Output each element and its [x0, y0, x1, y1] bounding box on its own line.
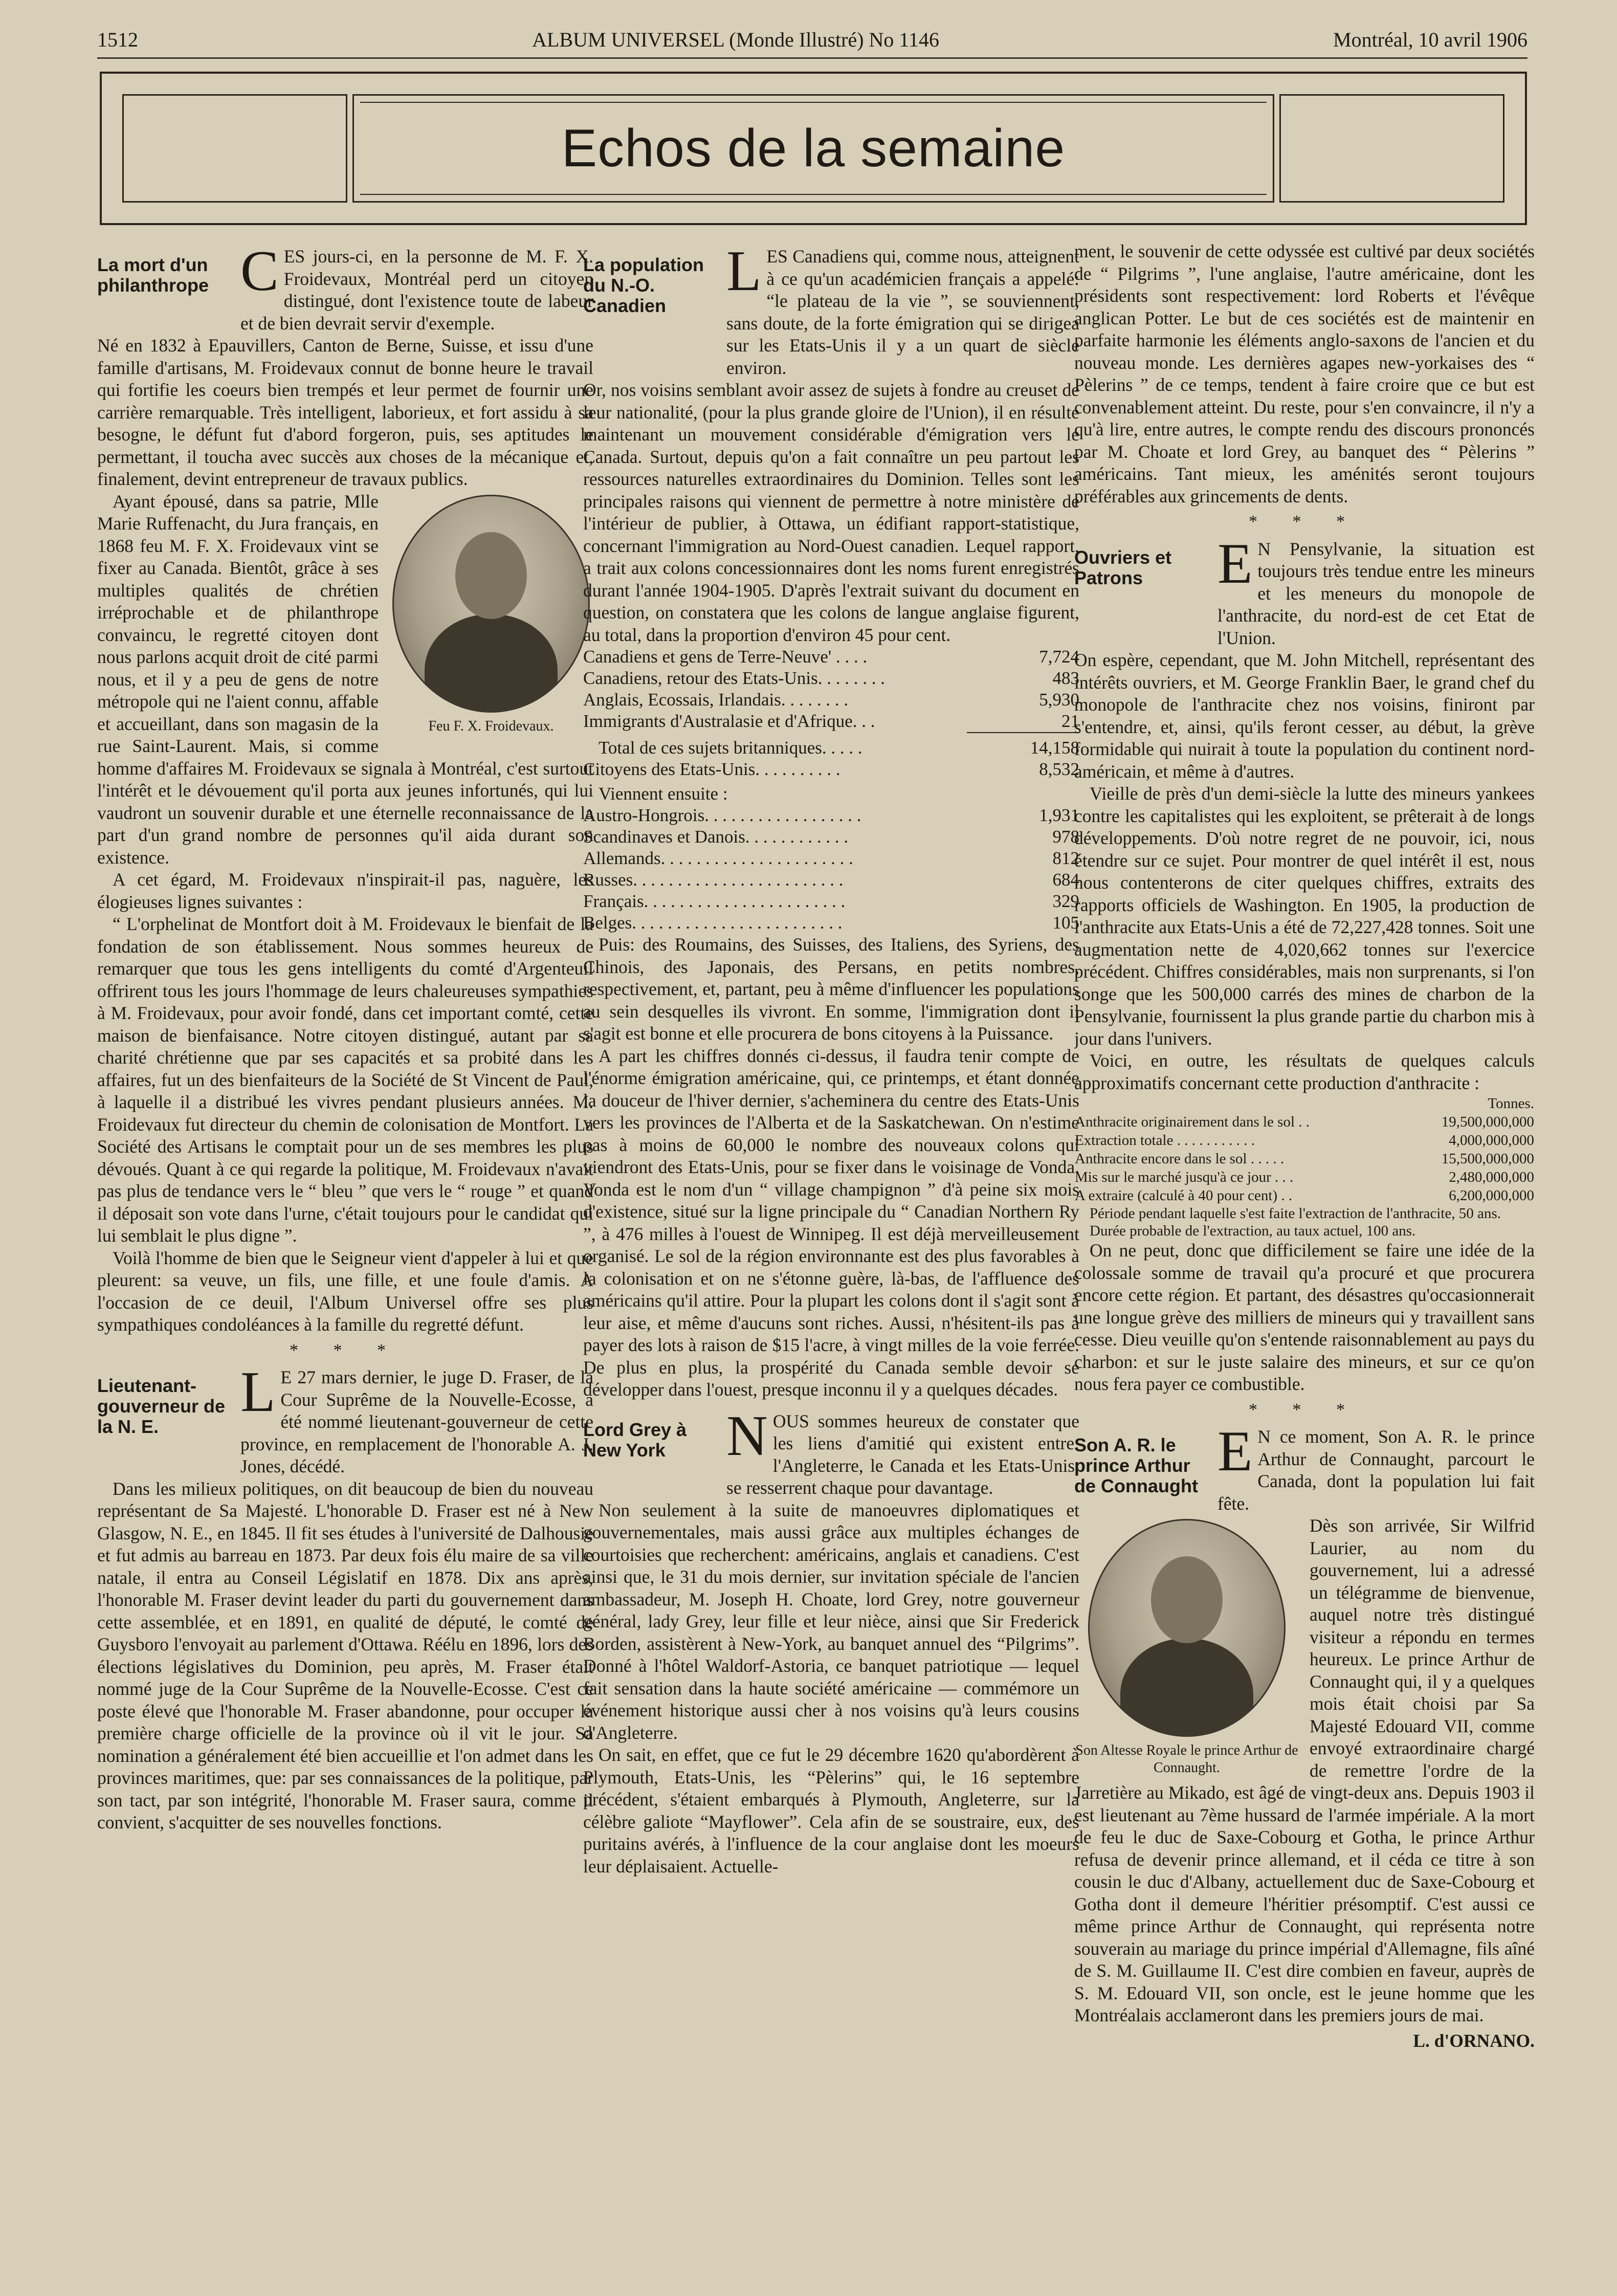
- article-froidevaux: [97, 240, 593, 335]
- article-connaught: [1074, 1420, 1535, 1515]
- paragraph: Or, nos voisins semblant avoir assez de sujets à fondre au creuset de leur nationalité, (pour la plus grande gloire de l'Union), il en résulte maintenant un mouvement considérable d'émigration vers le Canada. Surtout, depuis qu'on a fait connaître un peu partout les ressources naturelles extraordinaires du Dominion. Telles sont les principales raisons qui viennent de permettre à notre ministère de l'intérieur de publier, à Ottawa, un édifiant rapport-statistique, concernant l'immigration au Nord-Ouest canadien. Lequel rapport, a trait aux colons concessionnaires dont les noms furent enregistrés durant l'année 1904-1905. D'après l'extrait suivant du document en question, on constatera que les colons de langue anglaise figurent, au total, dans la proportion d'environ 45 pour cent.: [583, 380, 1079, 645]
- table-row: Mis sur le marché jusqu'à ce jour . . . 2,480,000,000: [1075, 1169, 1534, 1185]
- table-row: Canadiens, retour des Etats-Unis. . . . . . . . 483: [583, 668, 1079, 688]
- table-row: Allemands. . . . . . . . . . . . . . . . . . . . . . 812: [583, 848, 1079, 868]
- table-header: Tonnes.: [1488, 1095, 1534, 1112]
- paragraph: Dès son arrivée, Sir Wilfrid Laurier, au nom du gouvernement, lui a adressé un télégramme de bienvenue, auquel notre très distingué visiteur a répondu en termes heureux. Le prince Arthur de Connaught qui, il y a quelques mois était choisi par Sa Majesté Edouard VII, comme envoyé extraordinaire chargé de remettre l'ordre de la Jarretière au Mikado, est âgé de vingt-deux ans. Depuis 1903 il est lieutenant au 7ème hussard de l'armée impériale. A la mort de feu le duc de Saxe-Cobourg et Gotha, le prince Arthur refusa de devenir prince allemand, et il céda ce titre à son cousin le duc d'Albany, actuellement duc de Saxe-Cobourg et Gotha dont il demeure l'héritier présomptif. C'est aussi ce même prince Arthur de Connaught, qui représenta notre souverain au mariage du prince impérial d'Allemagne, fils aîné de S. M. Guillaume II. C'est dire combien en faveur, auprès de S. M. Edouard VII, son oncle, est le jeune homme que les Montréalais acclameront dans les premiers jours de mai.: [1074, 1515, 1535, 2025]
- paragraph: Non seulement à la suite de manoeuvres diplomatiques et gouvernementales, mais aussi grâce aux multiples échanges de courtoisies que recherchent: américains, anglais et canadiens. C'est ainsi que, le 31 du mois dernier, sur invitation spéciale de l'ancien ambassadeur, M. Joseph H. Choate, lord Grey, notre gouverneur général, lady Grey, leur fille et leur nièce, ainsi que Sir Frederick Borden, assistèrent à New-York, au banquet annuel des “Pilgrims”. Donné à l'hôtel Waldorf-Astoria, ce banquet patriotique — lequel fait sensation dans la haute société américaine — commémore un événement historique aussi cher à nos voisins qu'à leurs cousins d'Angleterre.: [583, 1499, 1079, 1743]
- section-separator: * * *: [1249, 1400, 1360, 1419]
- article-lord-grey: [583, 1404, 1079, 1499]
- table-row: Anglais, Ecossais, Irlandais. . . . . . . . 5,930: [583, 690, 1079, 710]
- portrait-image: [392, 495, 590, 713]
- paragraph: A cet égard, M. Froidevaux n'inspirait-il pas, naguère, les élogieuses lignes suivantes :: [97, 869, 593, 912]
- drop-cap: C: [240, 240, 279, 303]
- table-row: Canadiens et gens de Terre-Neuve' . . . . 7,724: [583, 647, 1079, 667]
- table-note: Période pendant laquelle s'est faite l'extraction de l'anthracite, 50 ans.: [1090, 1205, 1501, 1222]
- drop-cap: N: [726, 1404, 768, 1468]
- article-title: La population du N.-O. Canadien: [583, 254, 704, 316]
- article-title: La mort d'un philanthrope: [97, 254, 209, 296]
- quotation: “ L'orphelinat de Montfort doit à M. Froidevaux le bienfait de la fondation de son établissement. Nous sommes heureux de remarquer que tous les gens intelligents du comté d'Argenteuil offrirent tous les jours l'hommage de leurs chaleureuses sympathies à M. Froidevaux, pour avoir fondé, dans cet important comté, cette maison de bienfaisance. Notre citoyen distingué, autant par sa charité chrétienne que par ses capacités et sa probité dans les affaires, fut un des bienfaiteurs de la Société de St Vincent de Paul, à laquelle il a distribué les vivres pendant plusieurs années. M. Froidevaux fut directeur du chemin de colonisation de Montfort. La Société des Artisans le comptait pour un de ses membres les plus dévoués. Quant à ce qui regarde la politique, M. Froidevaux n'avait pas plus de tendance vers le “ bleu ” que vers le “ rouge ” et quand il déposait son vote dans l'urne, c'était toujours pour le candidat qui lui semblait le plus digne ”.: [97, 914, 593, 1246]
- table-row: Immigrants d'Australasie et d'Afrique. . . 21: [583, 711, 1079, 731]
- table-row: A extraire (calculé à 40 pour cent) . . 6,200,000,000: [1075, 1187, 1534, 1204]
- table-row: Anthracite originairement dans le sol . . 19,500,000,000: [1075, 1114, 1534, 1130]
- table-row: Scandinaves et Danois. . . . . . . . . . . . 978: [583, 827, 1079, 847]
- article-ouvriers: [1074, 532, 1535, 650]
- column-1: [97, 240, 593, 2261]
- title-banner: [100, 72, 1527, 225]
- table-row: Extraction totale . . . . . . . . . . . 4,000,000,000: [1075, 1132, 1534, 1149]
- portrait-froidevaux: [389, 495, 593, 735]
- portrait-caption: Feu F. X. Froidevaux.: [428, 718, 554, 734]
- running-header: [97, 21, 1527, 59]
- article-lead: E 27 mars dernier, le juge D. Fraser, de la Cour Suprême de la Nouvelle-Ecosse, a été nommé lieutenant-gouverneur de cette province, en remplacement de l'honorable A. J. Jones, décédé.: [240, 1367, 593, 1476]
- banner-left-frame: [122, 94, 347, 203]
- table-row: Austro-Hongrois. . . . . . . . . . . . . . . . . . 1,931: [583, 805, 1079, 825]
- paragraph: On ne peut, donc que difficilement se faire une idée de la colossale somme de travail qu'a procuré et que procurera encore cette région. Et partant, des désastres qu'occasionnerait une longue grève des milliers de mineurs qui y travaillent sans cesse. Dieu veuille qu'on s'entende raisonnablement au pays du charbon: et sur le juste salaire des mineurs, et sur ce qu'on nous fera payer ce combustible.: [1074, 1240, 1535, 1394]
- article-lead: N Pensylvanie, la situation est toujours très tendue entre les mineurs et les meneurs du monopole de l'anthracite, du nord-est de cet Etat de l'Union.: [1217, 538, 1535, 648]
- author-signature: L. d'ORNANO.: [1413, 2030, 1535, 2051]
- dateline: Montréal, 10 avril 1906: [1333, 28, 1527, 51]
- immigration-table-british: [583, 646, 1079, 934]
- table-note: Durée probable de l'extraction, au taux actuel, 100 ans.: [1090, 1223, 1416, 1239]
- table-total-row: Total de ces sujets britanniques. . . . . 14,158: [599, 738, 1079, 758]
- drop-cap: L: [240, 1360, 276, 1424]
- paragraph: Puis: des Roumains, des Suisses, des Italiens, des Syriens, des Chinois, des Japonais, des Persans, en petits nombres, respectivement, et, partant, peu à même d'influencer les populations au sein desquelles ils vivront. En somme, l'immigration dont il s'agit est bonne et elle procurera de bons citoyens à la Puissance.: [583, 934, 1079, 1044]
- article-title: Son A. R. le prince Arthur de Connaught: [1074, 1434, 1198, 1496]
- paragraph: On espère, cependant, que M. John Mitchell, représentant des intérêts ouvriers, et M. George Franklin Baer, le grand chef du monopole de l'anthracite chez nos voisins, finiront par s'entendre, et, ainsi, qu'ils feront cesser, au début, la grève formidable qui nuirait à toute la population du continent nord-américain, et même à d'autres.: [1074, 650, 1535, 782]
- paragraph: Voilà l'homme de bien que le Seigneur vient d'appeler à lui et que pleurent: sa veuve, un fils, une fille, et une foule d'amis. A l'occasion de ce deuil, l'Album Universel offre ses plus sympathiques condoléances à la famille du regretté défunt.: [97, 1247, 593, 1335]
- drop-cap: E: [1217, 532, 1253, 595]
- portrait-image: [1088, 1519, 1286, 1737]
- article-lead: ES jours-ci, en la personne de M. F. X. Froidevaux, Montréal perd un citoyen distingué, dont l'existence toute de labeur et de bien devrait servir d'exemple.: [240, 246, 593, 334]
- table-subhead: Viennent ensuite :: [599, 784, 728, 804]
- article-title: Lord Grey à New York: [583, 1419, 687, 1461]
- banner-right-frame: [1279, 94, 1504, 203]
- section-separator: * * *: [290, 1340, 401, 1360]
- paragraph: On sait, en effet, que ce fut le 29 décembre 1620 qu'abordèrent à Plymouth, Etats-Unis, les “Pèlerins” qui, le 16 septembre précédent, s'étaient embarqués à Plymouth, Angleterre, sur la célèbre galiote “Mayflower”. Cela afin de se soustraire, eux, des puritains avérés, à l'influence de la cour anglaise dont les moeurs leur déplaisaient. Actuelle-: [583, 1745, 1079, 1876]
- article-fraser: [97, 1360, 593, 1478]
- article-population: [583, 240, 1079, 379]
- column-3: [1074, 240, 1535, 2261]
- article-lead: OUS sommes heureux de constater que les liens d'amitié qui existent entre: l'Angleterre, le Canada et les Etats-Unis, se resserrent chaque pour davantage.: [726, 1410, 1079, 1498]
- paragraph: Ayant épousé, dans sa patrie, Mlle Marie Ruffenacht, du Jura français, en 1868 feu M. F. X. Froidevaux vint se fixer au Canada. Bientôt, grâce à ses multiples qualités de chrétien irréprochable et de philanthrope convaincu, le regretté citoyen dont nous parlons acquit droit de cité parmi nous, et il y a peu de gens de notre métropole qui ne l'aient connu, affable et accueillant, dans son magasin de la rue Saint-Laurent. Mais, si comme homme d'affaires M. Froidevaux se signala à Montréal, c'est surtout l'intérêt et le dévouement qu'il porta aux jeunes infortunés, qui lui vaudront un souvenir durable et une éternelle reconnaissance de la part d'un grand nombre de personnes qu'il aida durant son existence.: [97, 491, 593, 868]
- banner-title-box: [352, 94, 1274, 203]
- section-separator: * * *: [1249, 512, 1360, 531]
- table-row: Français. . . . . . . . . . . . . . . . . . . . . . . 329: [583, 891, 1079, 911]
- table-row: Anthracite encore dans le sol . . . . . 15,500,000,000: [1075, 1151, 1534, 1167]
- article-lead: ES Canadiens qui, comme nous, atteignent à ce qu'un académicien français a appelé: “le plateau de la vie ”, se souviennent, sans doute, de la forte émigration qui se dirigea sur les Etats-Unis il y a un quart de siècle environ.: [726, 246, 1079, 378]
- table-row: Russes. . . . . . . . . . . . . . . . . . . . . . . . 684: [583, 870, 1079, 890]
- portrait-connaught: [1074, 1519, 1299, 1777]
- portrait-caption: Son Altesse Royale le prince Arthur de Connaught.: [1075, 1742, 1298, 1776]
- page-number: 1512: [97, 28, 138, 51]
- paragraph: A part les chiffres donnés ci-dessus, il faudra tenir compte de l'énorme émigration américaine, qui, ce printemps, et étant donnée la douceur de l'hiver dernier, s'acheminera du centre des Etats-Unis vers les provinces de l'Alberta et de la Saskatchewan. On n'estime pas à moins de 60,000 le nombre des nouveaux colons qui viendront des Etats-Unis, pour se fixer dans le voisinage de Vonda. Vonda est le nom d'un “ village champignon ” d'à peine six mois d'existence, situé sur la ligne principale du “ Canadian Northern Ry ”, à 476 milles à l'ouest de Winnipeg. Il est déjà merveilleusement organisé. Le sol de la région environnante est des plus favorables à la colonisation et on ne s'étonne guère, là-bas, de l'affluence des américains qu'il attire. Pour la plupart les colons dont il s'agit sont à leur aise, et même d'aucuns sont riches. Aussi, n'hésitent-ils pas à payer des lots à raison de $15 l'acre, à vingt milles de la voie ferrée. De plus en plus, la prospérité du Canada semble devoir se développer dans l'ouest, presque inconnu il y a quelques décades.: [583, 1045, 1079, 1400]
- paragraph: Né en 1832 à Epauvillers, Canton de Berne, Suisse, et issu d'une famille d'artisans, M. Froidevaux connut de bonne heure le travail qui fortifie les coeurs bien trempés et leur permet de fournir une carrière remarquable. Très intelligent, laborieux, et fort assidu à sa besogne, le défunt fut d'abord forgeron, puis, ses aptitudes le permettant, il toucha avec succès aux choses de la mécanique et, finalement, devint entrepreneur de travaux publics.: [97, 335, 593, 489]
- page-title: Echos de la semaine: [561, 118, 1066, 178]
- column-2: [583, 240, 1079, 2261]
- paragraph: Dans les milieux politiques, on dit beaucoup de bien du nouveau représentant de Sa Majesté. L'honorable D. Fraser est né à New Glasgow, N. E., en 1845. Il fit ses études à l'université de Dalhousie et fut admis au barreau en 1873. Par deux fois élu maire de sa ville natale, il entra au Conseil Législatif en 1878. Dix ans après, l'honorable M. Fraser devint leader du parti du gouvernement dans cette assemblée, et en 1891, en qualité de député, le comté de Guysboro l'envoyait au parlement d'Ottawa. Réélu en 1896, lors des élections législatives du Dominion, peu après, M. Fraser était nommé juge de la Cour Suprême de la Nouvelle-Ecosse. C'est ce poste élevé que l'honorable M. Fraser abandonne, pour occuper la première charge officielle de la province où il vit le jour. Sa nomination a généralement été bien accueillie et l'on admet dans les provinces maritimes, que: par ses connaissances de la politique, par son tact, par son intégrité, l'honorable M. Fraser saura, comme il convient, s'acquitter de ses nouvelles fonctions.: [97, 1478, 593, 1833]
- drop-cap: E: [1217, 1420, 1253, 1483]
- paragraph: ment, le souvenir de cette odyssée est cultivé par deux sociétés de “ Pilgrims ”, l'une anglaise, l'autre américaine, dont les présidents sont respectivement: lord Roberts et l'évêque anglican Potter. Le but de ces sociétés est de maintenir en parfaite harmonie les éléments anglo-saxons de l'ancien et du nouveau monde. Les dernières agapes new-yorkaises des “ Pèlerins ” de ce temps, tendent à faire croire que ce but est convenablement atteint. Du reste, pour s'en convaincre, il n'y a qu'à lire, entre autres, le compte rendu des discours prononcés par M. Choate et lord Grey, au banquet des “ Pèlerins ” américains. Tant mieux, les aménités seront toujours préférables aux grincements de dents.: [1074, 241, 1535, 506]
- article-lead: N ce moment, Son A. R. le prince Arthur de Connaught, parcourt le Canada, dont la population lui fait fête.: [1217, 1426, 1535, 1514]
- article-title: Lieutenant-gouverneur de la N. E.: [97, 1375, 226, 1437]
- paragraph: Vieille de près d'un demi-siècle la lutte des mineurs yankees contre les capitalistes qui les exploitent, se prêterait à de longs développements. D'où notre regret de ne pouvoir, ici, nous étendre sur ce sujet. Pour montrer de quel intérêt il est, nous nous contenterons de citer quelques chiffres, extraits des rapports officiels de Washington. En 1905, la production de l'anthracite aux Etats-Unis a été de 72,227,428 tonnes. Soit une augmentation nette de 4,020,662 tonnes sur l'exercice précédent. Chiffres considérables, mais non surprenants, si l'on songe que les 500,000 carrés des mines de charbon de la Pensylvanie, fournissent la plus grande partie du charbon mis à jour dans l'univers.: [1074, 783, 1535, 1049]
- article-title: Ouvriers et Patrons: [1074, 546, 1172, 588]
- anthracite-table: [1074, 1094, 1535, 1205]
- table-row: Citoyens des Etats-Unis. . . . . . . . . . 8,532: [583, 759, 1079, 779]
- table-row: Belges. . . . . . . . . . . . . . . . . . . . . . . . 105: [583, 913, 1079, 933]
- paragraph: Voici, en outre, les résultats de quelques calculs approximatifs concernant cette production d'anthracite :: [1074, 1050, 1535, 1093]
- publication-name: ALBUM UNIVERSEL (Monde Illustré) No 1146: [532, 28, 939, 51]
- drop-cap: L: [726, 240, 762, 303]
